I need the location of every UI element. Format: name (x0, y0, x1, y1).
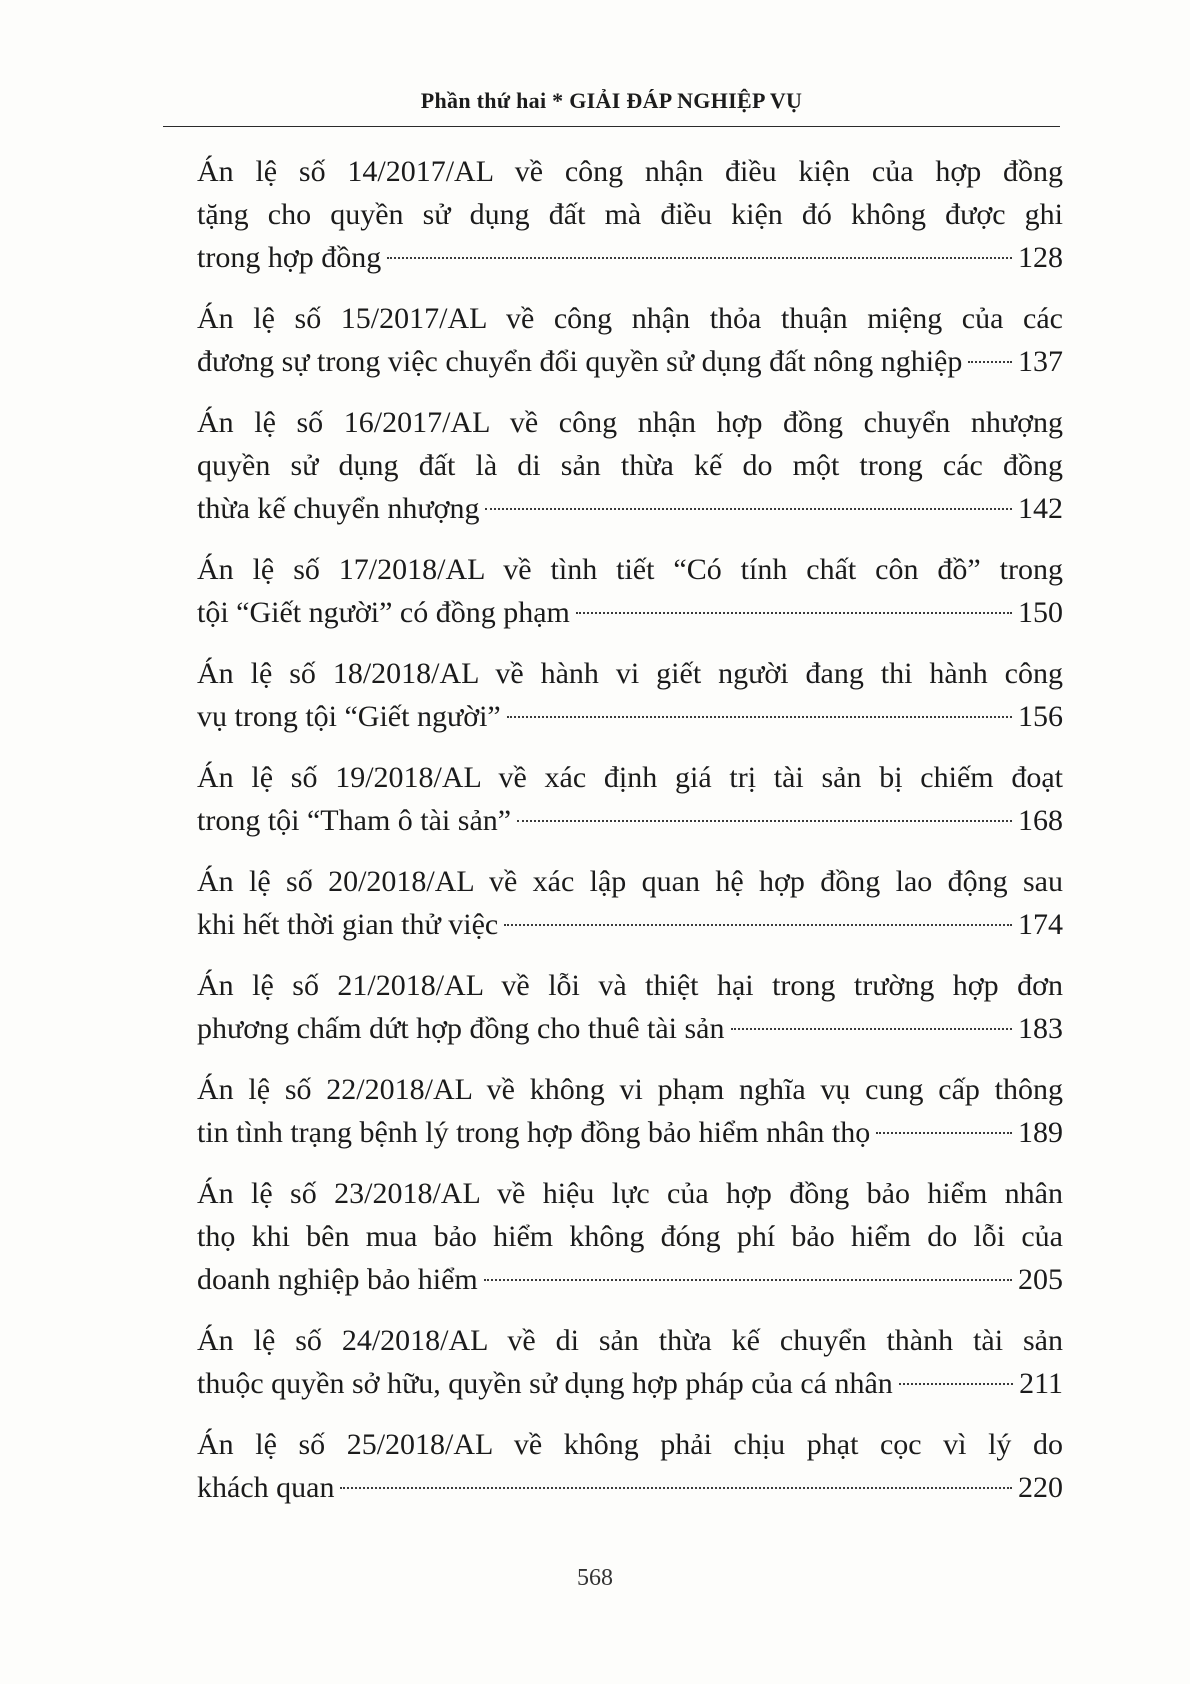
toc-entry-last-line (197, 1362, 1063, 1405)
toc-entry-last-line (197, 340, 1063, 383)
toc-entry (197, 401, 1063, 530)
toc-entry (197, 150, 1063, 279)
toc-entry-line: Án lệ số 21/2018/AL về lỗi và thiệt hại trong trường hợp đơn (197, 969, 1063, 1002)
toc-entry-line: Án lệ số 15/2017/AL về công nhận thỏa thuận miệng của các (197, 302, 1063, 335)
dot-leader (340, 1487, 1012, 1489)
toc-page-number: 174 (1018, 908, 1063, 941)
toc-entry-line: tặng cho quyền sử dụng đất mà điều kiện đó không được ghi (197, 198, 1063, 231)
toc-entry (197, 297, 1063, 383)
toc-entry (197, 1319, 1063, 1405)
toc-page-number: 168 (1018, 804, 1063, 837)
dot-leader (504, 924, 1012, 926)
toc-entry-text: phương chấm dứt hợp đồng cho thuê tài sản (197, 1012, 725, 1045)
dot-leader (876, 1132, 1012, 1134)
dot-leader (731, 1028, 1013, 1030)
toc-entry-text: doanh nghiệp bảo hiểm (197, 1263, 478, 1296)
toc-entry-last-line (197, 236, 1063, 279)
toc-entry-last-line (197, 1111, 1063, 1154)
dot-leader (576, 612, 1012, 614)
running-header: Phần thứ hai * GIẢI ĐÁP NGHIỆP VỤ (420, 88, 803, 113)
toc-page-number: 211 (1019, 1367, 1063, 1400)
toc-entry-text: trong tội “Tham ô tài sản” (197, 804, 512, 837)
toc-page-number: 137 (1018, 345, 1063, 378)
toc-entry-line: Án lệ số 24/2018/AL về di sản thừa kế chuyển thành tài sản (197, 1324, 1063, 1357)
dot-leader (387, 257, 1012, 259)
toc-entry-line: Án lệ số 22/2018/AL về không vi phạm nghĩa vụ cung cấp thông (197, 1073, 1063, 1106)
toc-entry-last-line (197, 695, 1063, 738)
toc-entry-last-line (197, 903, 1063, 946)
toc-page-number: 189 (1018, 1116, 1063, 1149)
toc-entry-line: Án lệ số 20/2018/AL về xác lập quan hệ hợp đồng lao động sau (197, 865, 1063, 898)
toc-page-number: 205 (1018, 1263, 1063, 1296)
toc-entry-last-line (197, 591, 1063, 634)
toc-entry (197, 1423, 1063, 1509)
toc-page-number: 142 (1018, 492, 1063, 525)
toc-page-number: 128 (1018, 241, 1063, 274)
header-rule (163, 126, 1060, 127)
toc-entry-line: Án lệ số 16/2017/AL về công nhận hợp đồng chuyển nhượng (197, 406, 1063, 439)
toc-entry (197, 1172, 1063, 1301)
toc-page-number: 156 (1018, 700, 1063, 733)
toc-entry-last-line (197, 1466, 1063, 1509)
table-of-contents (197, 150, 1063, 1527)
toc-entry (197, 1068, 1063, 1154)
page-number: 568 (577, 1565, 613, 1591)
toc-entry (197, 652, 1063, 738)
dot-leader (968, 361, 1012, 363)
toc-entry-line: Án lệ số 18/2018/AL về hành vi giết người đang thi hành công (197, 657, 1063, 690)
toc-entry-text: thừa kế chuyển nhượng (197, 492, 480, 525)
toc-entry-last-line (197, 1007, 1063, 1050)
toc-entry-line: Án lệ số 23/2018/AL về hiệu lực của hợp đồng bảo hiểm nhân (197, 1177, 1063, 1210)
toc-entry-line: thọ khi bên mua bảo hiểm không đóng phí bảo hiểm do lỗi của (197, 1220, 1063, 1253)
dot-leader (517, 820, 1012, 822)
dot-leader (484, 1279, 1012, 1281)
toc-entry-line: Án lệ số 19/2018/AL về xác định giá trị tài sản bị chiếm đoạt (197, 761, 1063, 794)
toc-page-number: 220 (1018, 1471, 1063, 1504)
toc-entry-last-line (197, 487, 1063, 530)
toc-entry-text: đương sự trong việc chuyển đổi quyền sử dụng đất nông nghiệp (197, 345, 963, 378)
toc-entry-line: Án lệ số 25/2018/AL về không phải chịu phạt cọc vì lý do (197, 1428, 1063, 1461)
toc-page-number: 183 (1018, 1012, 1063, 1045)
toc-entry-text: tin tình trạng bệnh lý trong hợp đồng bảo hiểm nhân thọ (197, 1116, 871, 1149)
toc-entry (197, 548, 1063, 634)
toc-entry-line: Án lệ số 14/2017/AL về công nhận điều kiện của hợp đồng (197, 155, 1063, 188)
toc-entry-text: trong hợp đồng (197, 241, 382, 274)
dot-leader (485, 508, 1012, 510)
toc-entry-line: Án lệ số 17/2018/AL về tình tiết “Có tính chất côn đồ” trong (197, 553, 1063, 586)
toc-entry (197, 964, 1063, 1050)
toc-entry-text: khi hết thời gian thử việc (197, 908, 499, 941)
dot-leader (899, 1383, 1013, 1385)
toc-entry (197, 756, 1063, 842)
toc-entry-text: tội “Giết người” có đồng phạm (197, 596, 570, 629)
toc-entry (197, 860, 1063, 946)
toc-entry-last-line (197, 1258, 1063, 1301)
toc-entry-text: thuộc quyền sở hữu, quyền sử dụng hợp pháp của cá nhân (197, 1367, 893, 1400)
toc-page-number: 150 (1018, 596, 1063, 629)
toc-entry-last-line (197, 799, 1063, 842)
toc-entry-text: vụ trong tội “Giết người” (197, 700, 501, 733)
dot-leader (507, 716, 1012, 718)
toc-entry-line: quyền sử dụng đất là di sản thừa kế do một trong các đồng (197, 449, 1063, 482)
toc-entry-text: khách quan (197, 1471, 335, 1504)
